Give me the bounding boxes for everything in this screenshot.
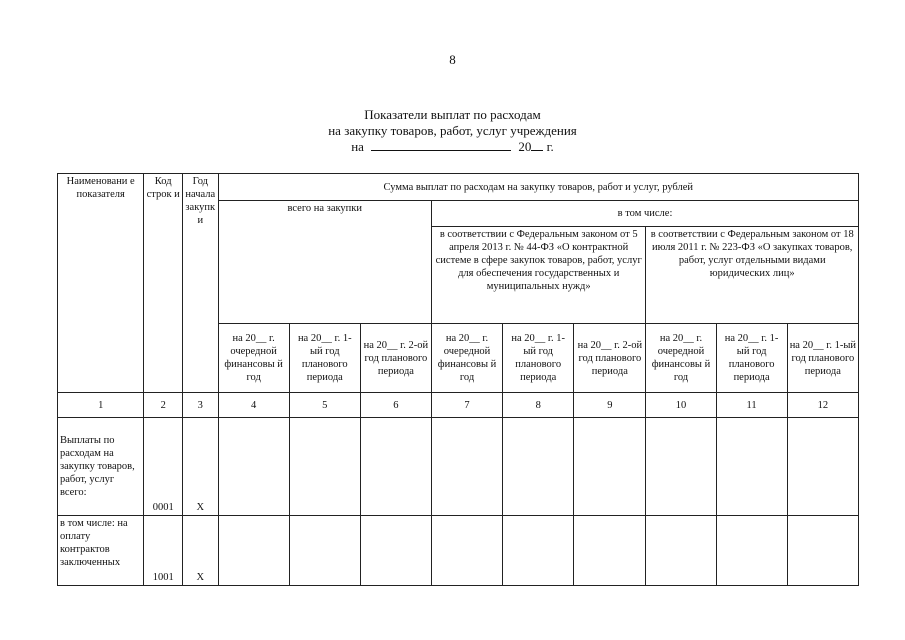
document-title (0, 107, 905, 155)
column-number: 5 (289, 393, 360, 418)
row-year: Х (183, 516, 219, 586)
page-number: 8 (449, 52, 456, 67)
date-blank-line (371, 139, 511, 151)
value-cell[interactable] (218, 418, 289, 516)
column-number: 1 (58, 393, 144, 418)
value-cell[interactable] (716, 516, 787, 586)
column-number: 6 (360, 393, 431, 418)
value-cell[interactable] (360, 418, 431, 516)
table-row (58, 418, 859, 516)
title-line-1: Показатели выплат по расходам (364, 107, 541, 122)
row-code: 1001 (144, 516, 183, 586)
value-cell[interactable] (360, 516, 431, 586)
header-including: в том числе: (431, 201, 858, 227)
period-header: на 20__ г. 2-ой год планового периода (574, 324, 646, 393)
title-year-suffix: г. (546, 139, 554, 154)
table-row (58, 516, 859, 586)
column-number: 12 (787, 393, 858, 418)
value-cell[interactable] (787, 418, 858, 516)
column-number: 10 (646, 393, 716, 418)
column-number: 7 (431, 393, 502, 418)
header-total-purchases: всего на закупки (218, 201, 431, 324)
row-year: Х (183, 418, 219, 516)
title-on-label: на (351, 139, 364, 154)
column-number: 3 (183, 393, 219, 418)
period-header: на 20__ г. 1-ый год планового периода (503, 324, 574, 393)
title-line-2: на закупку товаров, работ, услуг учреждения (328, 123, 577, 138)
column-number: 9 (574, 393, 646, 418)
value-cell[interactable] (289, 418, 360, 516)
header-line-code: Код строк и (144, 174, 183, 393)
payments-table (57, 173, 859, 586)
header-law-223: в соответствии с Федеральным законом от 18 июля 2011 г. № 223-ФЗ «О закупках товаров, работ, услуг отдельными видами юридических лиц» (646, 227, 859, 324)
header-law-44: в соответствии с Федеральным законом от 5 апреля 2013 г. № 44-ФЗ «О контрактной системе в сфере закупок товаров, работ, услуг для обеспечения государственных и муниципальных нужд» (431, 227, 645, 324)
period-header: на 20__ г. очередной финансовы й год (646, 324, 716, 393)
value-cell[interactable] (503, 516, 574, 586)
period-header: на 20__ г. 1-ый год планового периода (787, 324, 858, 393)
value-cell[interactable] (787, 516, 858, 586)
column-number: 2 (144, 393, 183, 418)
column-number: 4 (218, 393, 289, 418)
header-indicator-name: Наименовани е показателя (58, 174, 144, 393)
value-cell[interactable] (574, 418, 646, 516)
year-blank-line (531, 139, 543, 151)
value-cell[interactable] (716, 418, 787, 516)
column-number: 11 (716, 393, 787, 418)
header-purchase-year: Год начала закупк и (183, 174, 219, 393)
value-cell[interactable] (289, 516, 360, 586)
value-cell[interactable] (503, 418, 574, 516)
row-name: Выплаты по расходам на закупку товаров, работ, услуг всего: (58, 418, 144, 516)
row-name: в том числе: на оплату контрактов заключенных (58, 516, 144, 586)
period-header: на 20__ г. очередной финансовы й год (431, 324, 502, 393)
value-cell[interactable] (646, 516, 716, 586)
period-header: на 20__ г. очередной финансовы й год (218, 324, 289, 393)
value-cell[interactable] (646, 418, 716, 516)
title-year-label: 20 (518, 139, 532, 154)
row-code: 0001 (144, 418, 183, 516)
period-header: на 20__ г. 1-ый год планового периода (716, 324, 787, 393)
period-header: на 20__ г. 2-ой год планового периода (360, 324, 431, 393)
value-cell[interactable] (431, 418, 502, 516)
title-line-3 (0, 139, 905, 155)
header-payments-sum: Сумма выплат по расходам на закупку товаров, работ и услуг, рублей (218, 174, 858, 201)
value-cell[interactable] (218, 516, 289, 586)
column-number: 8 (503, 393, 574, 418)
value-cell[interactable] (431, 516, 502, 586)
value-cell[interactable] (574, 516, 646, 586)
period-header: на 20__ г. 1-ый год планового периода (289, 324, 360, 393)
